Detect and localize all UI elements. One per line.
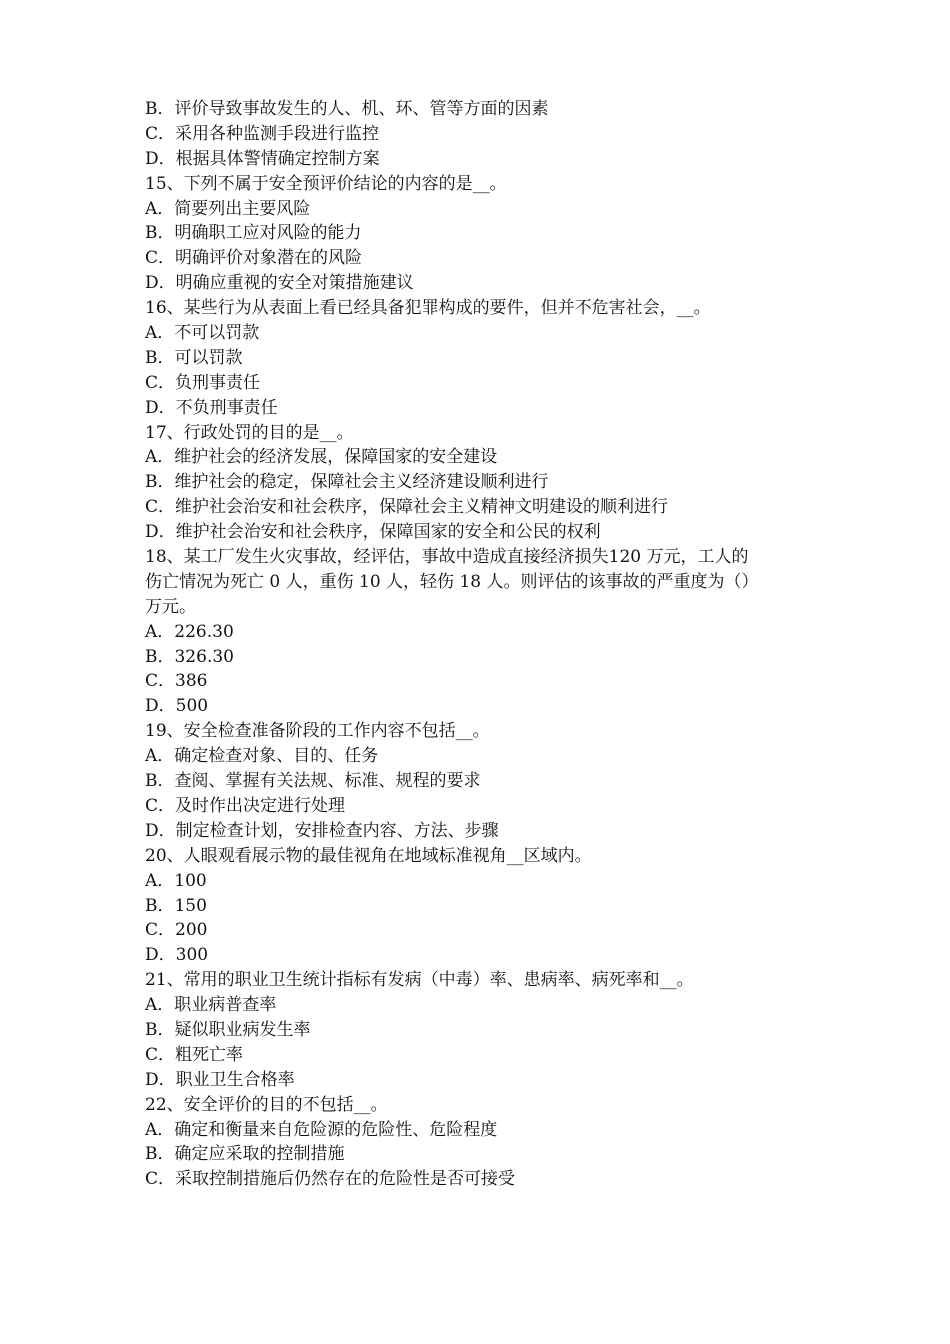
option-d-text: D．维护社会治安和社会秩序，保障国家的安全和公民的权利 [145,522,601,543]
document-page [145,97,815,1192]
option-b-text: B．维护社会的稳定，保障社会主义经济建设顺利进行 [145,472,549,493]
option-b-text: B．326.30 [145,646,234,667]
question-16: 16、某些行为从表面上看已经具备犯罪构成的要件，但并不危害社会，__。 [145,298,711,319]
option-c-text: C．负刑事责任 [145,372,261,393]
question-18-continued: 伤亡情况为死亡 0 人，重伤 10 人，轻伤 18 人。则评估的该事故的严重度为（） [145,571,759,592]
option-c-text: C．及时作出决定进行处理 [145,795,346,816]
question-18-continued: 万元。 [145,596,196,617]
option-b-text: B．疑似职业病发生率 [145,1019,311,1040]
question-20: 20、人眼观看展示物的最佳视角在地域标准视角__区域内。 [145,845,592,866]
question-18: 18、某工厂发生火灾事故，经评估，事故中造成直接经济损失120 万元，工人的 [145,547,749,568]
option-d-text: D．不负刑事责任 [145,397,278,418]
question-17: 17、行政处罚的目的是__。 [145,422,354,443]
option-a-text: A．确定检查对象、目的、任务 [145,746,379,767]
option-a-text: A．职业病普查率 [145,995,277,1016]
option-c-text: C．采用各种监测手段进行监控 [145,123,380,144]
option-a-text: A．确定和衡量来自危险源的危险性、危险程度 [145,1119,498,1140]
option-b-text: B．确定应采取的控制措施 [145,1144,345,1165]
option-d-text: D．职业卫生合格率 [145,1069,295,1090]
option-c-text: C．386 [145,671,208,692]
option-a-text: A．100 [145,870,207,891]
question-15: 15、下列不属于安全预评价结论的内容的是__。 [145,173,507,194]
question-22: 22、安全评价的目的不包括__。 [145,1094,388,1115]
option-a-text: A．226.30 [145,621,234,642]
option-d-text: D．300 [145,945,209,966]
option-d-text: D．500 [145,696,209,717]
option-b-text: B．明确职工应对风险的能力 [145,223,362,244]
option-c-text: C．粗死亡率 [145,1044,244,1065]
option-c-text: C．明确评价对象潜在的风险 [145,248,363,269]
option-d-text: D．制定检查计划，安排检查内容、方法、步骤 [145,820,499,841]
option-a-text: A．简要列出主要风险 [145,198,311,219]
option-d-text: D．明确应重视的安全对策措施建议 [145,273,414,294]
option-b-text: B．评价导致事故发生的人、机、环、管等方面的因素 [145,99,549,119]
question-21: 21、常用的职业卫生统计指标有发病（中毒）率、患病率、病死率和__。 [145,970,694,991]
option-c-text: C．200 [145,920,208,941]
option-c-text: C．采取控制措施后仍然存在的危险性是否可接受 [145,1169,516,1190]
question-19: 19、安全检查准备阶段的工作内容不包括__。 [145,721,490,742]
option-c-text: C．维护社会治安和社会秩序，保障社会主义精神文明建设的顺利进行 [145,497,669,518]
option-d-text: D．根据具体警情确定控制方案 [145,148,380,169]
option-b-text: B．查阅、掌握有关法规、标准、规程的要求 [145,771,481,792]
option-b-text: B．150 [145,895,207,916]
option-a-text: A．维护社会的经济发展，保障国家的安全建设 [145,447,498,468]
option-a-text: A．不可以罚款 [145,323,260,344]
option-b-text: B．可以罚款 [145,347,243,368]
